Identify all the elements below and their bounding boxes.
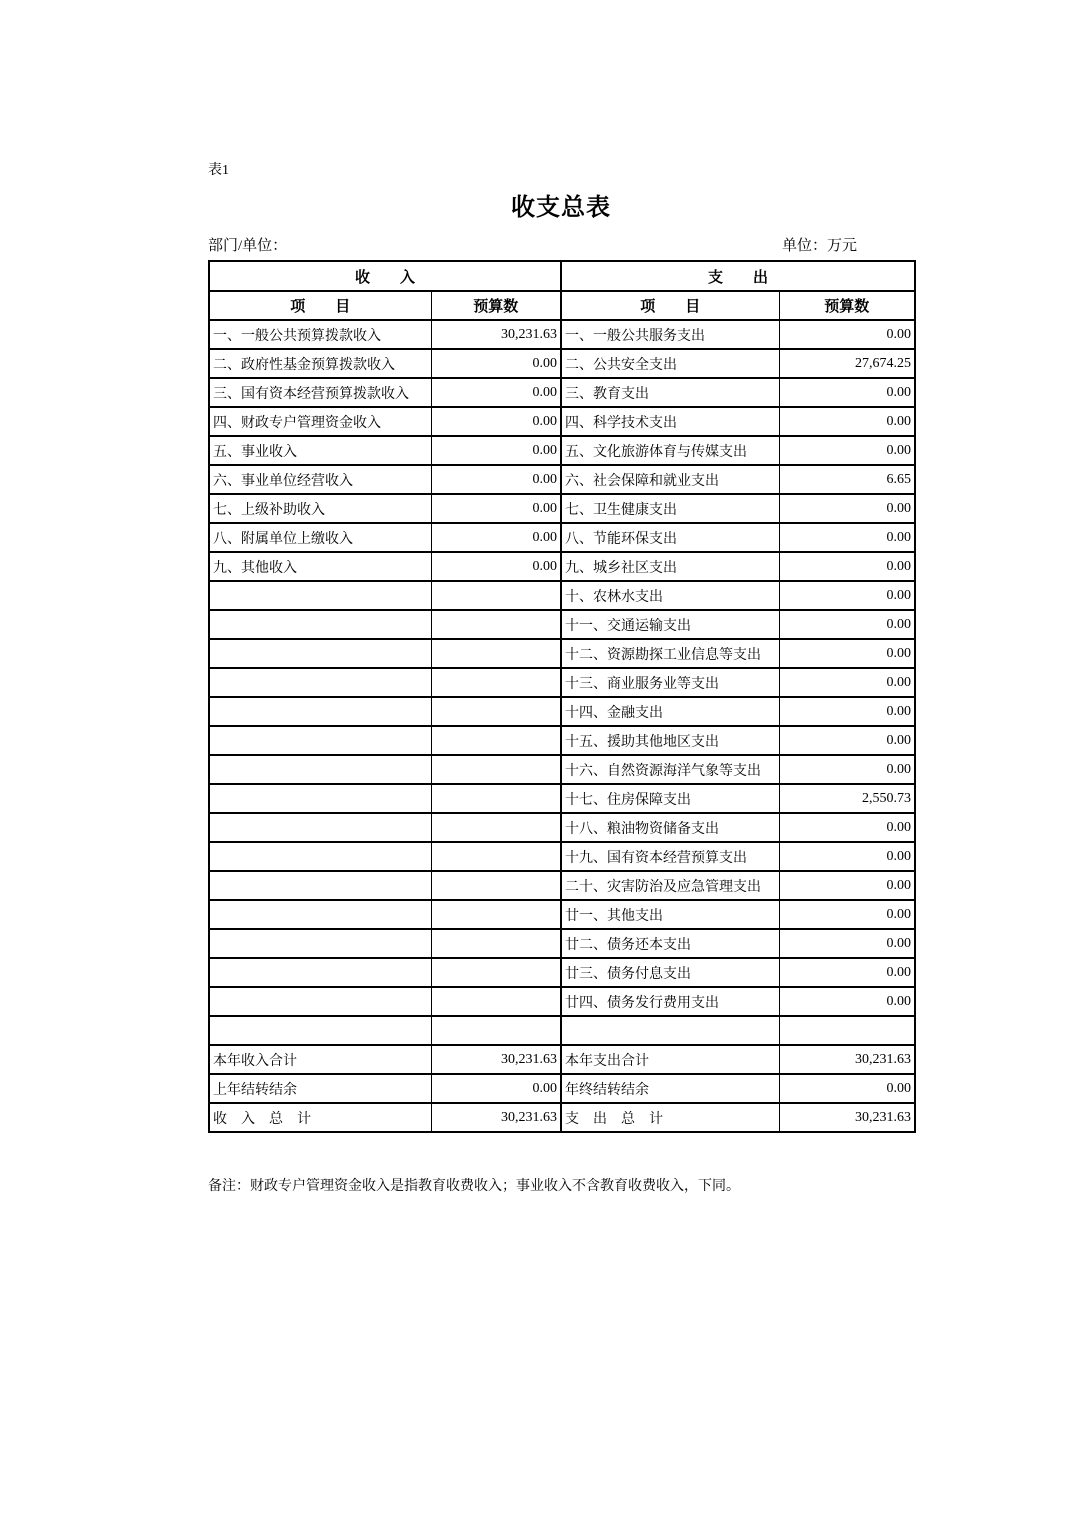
income-budget-cell: [431, 639, 561, 668]
income-item-cell: 本年收入合计: [209, 1045, 431, 1074]
expenditure-item-cell: 一、一般公共服务支出: [561, 320, 779, 349]
income-budget-cell: [431, 813, 561, 842]
income-item-cell: [209, 697, 431, 726]
income-budget-cell: 30,231.63: [431, 1045, 561, 1074]
expenditure-item-cell: 三、教育支出: [561, 378, 779, 407]
table-row: [209, 755, 915, 784]
income-budget-column-header: 预算数: [431, 291, 561, 320]
income-item-cell: [209, 1016, 431, 1045]
expenditure-budget-cell: 0.00: [779, 378, 915, 407]
expenditure-item-cell: 五、文化旅游体育与传媒支出: [561, 436, 779, 465]
table-row: [209, 349, 915, 378]
table-row: [209, 378, 915, 407]
income-item-cell: 收 入 总 计: [209, 1103, 431, 1132]
income-item-cell: [209, 958, 431, 987]
income-budget-cell: [431, 987, 561, 1016]
expenditure-section-header: 支 出: [561, 261, 915, 291]
table-row: [209, 668, 915, 697]
income-budget-cell: 0.00: [431, 465, 561, 494]
income-item-cell: [209, 784, 431, 813]
income-budget-cell: 0.00: [431, 552, 561, 581]
income-item-cell: 五、事业收入: [209, 436, 431, 465]
income-item-cell: [209, 610, 431, 639]
table-row: [209, 1045, 915, 1074]
expenditure-item-cell: 十一、交通运输支出: [561, 610, 779, 639]
expenditure-item-cell: 十五、援助其他地区支出: [561, 726, 779, 755]
income-item-cell: [209, 929, 431, 958]
table-row: [209, 610, 915, 639]
table-row: [209, 929, 915, 958]
expenditure-budget-cell: 0.00: [779, 929, 915, 958]
expenditure-budget-cell: 0.00: [779, 900, 915, 929]
table-number-label: 表1: [208, 163, 229, 178]
expenditure-budget-cell: 0.00: [779, 871, 915, 900]
table-row: [209, 407, 915, 436]
income-item-cell: 二、政府性基金预算拨款收入: [209, 349, 431, 378]
expenditure-item-cell: 十七、住房保障支出: [561, 784, 779, 813]
income-item-cell: 六、事业单位经营收入: [209, 465, 431, 494]
income-budget-cell: 0.00: [431, 523, 561, 552]
income-item-cell: 三、国有资本经营预算拨款收入: [209, 378, 431, 407]
income-budget-cell: 30,231.63: [431, 1103, 561, 1132]
expenditure-budget-cell: 0.00: [779, 668, 915, 697]
income-budget-cell: [431, 697, 561, 726]
income-item-column-header: 项 目: [209, 291, 431, 320]
income-item-cell: [209, 900, 431, 929]
expenditure-item-cell: 廿二、债务还本支出: [561, 929, 779, 958]
table-row: [209, 813, 915, 842]
expenditure-budget-cell: 0.00: [779, 1074, 915, 1103]
table-row: [209, 639, 915, 668]
table-totals: [209, 1045, 915, 1132]
expenditure-budget-cell: 0.00: [779, 581, 915, 610]
table-row: [209, 465, 915, 494]
document-body: [208, 0, 914, 1211]
expenditure-item-cell: 支 出 总 计: [561, 1103, 779, 1132]
table-body: [209, 320, 915, 1045]
income-budget-cell: [431, 842, 561, 871]
expenditure-item-cell: 十三、商业服务业等支出: [561, 668, 779, 697]
expenditure-item-cell: [561, 1016, 779, 1045]
expenditure-budget-cell: 30,231.63: [779, 1103, 915, 1132]
income-item-cell: [209, 871, 431, 900]
expenditure-budget-cell: 27,674.25: [779, 349, 915, 378]
table-row: [209, 871, 915, 900]
table-row: [209, 726, 915, 755]
income-item-cell: [209, 987, 431, 1016]
income-budget-cell: 0.00: [431, 407, 561, 436]
expenditure-item-cell: 七、卫生健康支出: [561, 494, 779, 523]
income-budget-cell: [431, 958, 561, 987]
footnote: 备注：财政专户管理资金收入是指教育收费收入；事业收入不含教育收费收入，下同。: [208, 1179, 740, 1194]
income-budget-cell: 30,231.63: [431, 320, 561, 349]
expenditure-item-cell: 十九、国有资本经营预算支出: [561, 842, 779, 871]
expenditure-item-cell: 十八、粮油物资储备支出: [561, 813, 779, 842]
expenditure-item-cell: 廿四、债务发行费用支出: [561, 987, 779, 1016]
income-budget-cell: [431, 900, 561, 929]
income-budget-cell: [431, 871, 561, 900]
income-budget-cell: [431, 726, 561, 755]
income-item-cell: [209, 842, 431, 871]
income-item-cell: 四、财政专户管理资金收入: [209, 407, 431, 436]
expenditure-budget-cell: 0.00: [779, 436, 915, 465]
section-header-row: [209, 261, 915, 291]
income-budget-cell: [431, 755, 561, 784]
table-row: [209, 494, 915, 523]
expenditure-budget-cell: 0.00: [779, 523, 915, 552]
expenditure-item-cell: 十、农林水支出: [561, 581, 779, 610]
income-budget-cell: [431, 784, 561, 813]
expenditure-item-cell: 年终结转结余: [561, 1074, 779, 1103]
income-expenditure-table: [208, 260, 916, 1133]
income-item-cell: 九、其他收入: [209, 552, 431, 581]
column-header-row: [209, 291, 915, 320]
expenditure-item-cell: 十二、资源勘探工业信息等支出: [561, 639, 779, 668]
expenditure-item-cell: 二、公共安全支出: [561, 349, 779, 378]
income-budget-cell: 0.00: [431, 436, 561, 465]
income-item-cell: [209, 726, 431, 755]
department-unit-label: 部门/单位：: [208, 238, 288, 254]
expenditure-item-cell: 本年支出合计: [561, 1045, 779, 1074]
table-row: [209, 958, 915, 987]
expenditure-item-cell: 十六、自然资源海洋气象等支出: [561, 755, 779, 784]
expenditure-item-cell: 六、社会保障和就业支出: [561, 465, 779, 494]
expenditure-item-cell: 十四、金融支出: [561, 697, 779, 726]
expenditure-budget-cell: 0.00: [779, 958, 915, 987]
income-item-cell: 八、附属单位上缴收入: [209, 523, 431, 552]
expenditure-budget-cell: 0.00: [779, 697, 915, 726]
table-row: [209, 1016, 915, 1045]
income-item-cell: 上年结转结余: [209, 1074, 431, 1103]
table-row: [209, 784, 915, 813]
income-budget-cell: [431, 929, 561, 958]
table-row: [209, 581, 915, 610]
expenditure-item-cell: 廿三、债务付息支出: [561, 958, 779, 987]
income-item-cell: [209, 639, 431, 668]
table-row: [209, 320, 915, 349]
expenditure-item-cell: 九、城乡社区支出: [561, 552, 779, 581]
table-row: [209, 552, 915, 581]
table-row: [209, 1074, 915, 1103]
expenditure-budget-cell: 0.00: [779, 639, 915, 668]
table-row: [209, 842, 915, 871]
income-item-cell: 一、一般公共预算拨款收入: [209, 320, 431, 349]
income-budget-cell: 0.00: [431, 494, 561, 523]
expenditure-budget-cell: 0.00: [779, 494, 915, 523]
expenditure-budget-cell: 0.00: [779, 813, 915, 842]
income-item-cell: [209, 668, 431, 697]
table-row: [209, 1103, 915, 1132]
income-budget-cell: [431, 581, 561, 610]
income-item-cell: [209, 581, 431, 610]
expenditure-budget-cell: [779, 1016, 915, 1045]
income-budget-cell: 0.00: [431, 378, 561, 407]
table-row: [209, 523, 915, 552]
expenditure-budget-cell: 0.00: [779, 552, 915, 581]
expenditure-budget-cell: 30,231.63: [779, 1045, 915, 1074]
expenditure-budget-cell: 0.00: [779, 842, 915, 871]
income-item-cell: [209, 813, 431, 842]
expenditure-item-cell: 廿一、其他支出: [561, 900, 779, 929]
table-row: [209, 987, 915, 1016]
expenditure-item-cell: 四、科学技术支出: [561, 407, 779, 436]
income-item-cell: [209, 755, 431, 784]
income-budget-cell: 0.00: [431, 349, 561, 378]
expenditure-item-column-header: 项 目: [561, 291, 779, 320]
expenditure-budget-cell: 6.65: [779, 465, 915, 494]
expenditure-budget-cell: 0.00: [779, 755, 915, 784]
table-row: [209, 900, 915, 929]
income-budget-cell: 0.00: [431, 1074, 561, 1103]
income-item-cell: 七、上级补助收入: [209, 494, 431, 523]
expenditure-budget-cell: 2,550.73: [779, 784, 915, 813]
income-budget-cell: [431, 668, 561, 697]
expenditure-budget-cell: 0.00: [779, 610, 915, 639]
expenditure-item-cell: 八、节能环保支出: [561, 523, 779, 552]
page-title: 收支总表: [511, 195, 611, 221]
income-budget-cell: [431, 1016, 561, 1045]
expenditure-budget-column-header: 预算数: [779, 291, 915, 320]
table-row: [209, 697, 915, 726]
expenditure-item-cell: 二十、灾害防治及应急管理支出: [561, 871, 779, 900]
currency-unit-label: 单位：万元: [781, 238, 857, 254]
expenditure-budget-cell: 0.00: [779, 726, 915, 755]
meta-row: [208, 234, 914, 255]
expenditure-budget-cell: 0.00: [779, 987, 915, 1016]
income-budget-cell: [431, 610, 561, 639]
expenditure-budget-cell: 0.00: [779, 407, 915, 436]
table-row: [209, 436, 915, 465]
income-section-header: 收 入: [209, 261, 561, 291]
expenditure-budget-cell: 0.00: [779, 320, 915, 349]
